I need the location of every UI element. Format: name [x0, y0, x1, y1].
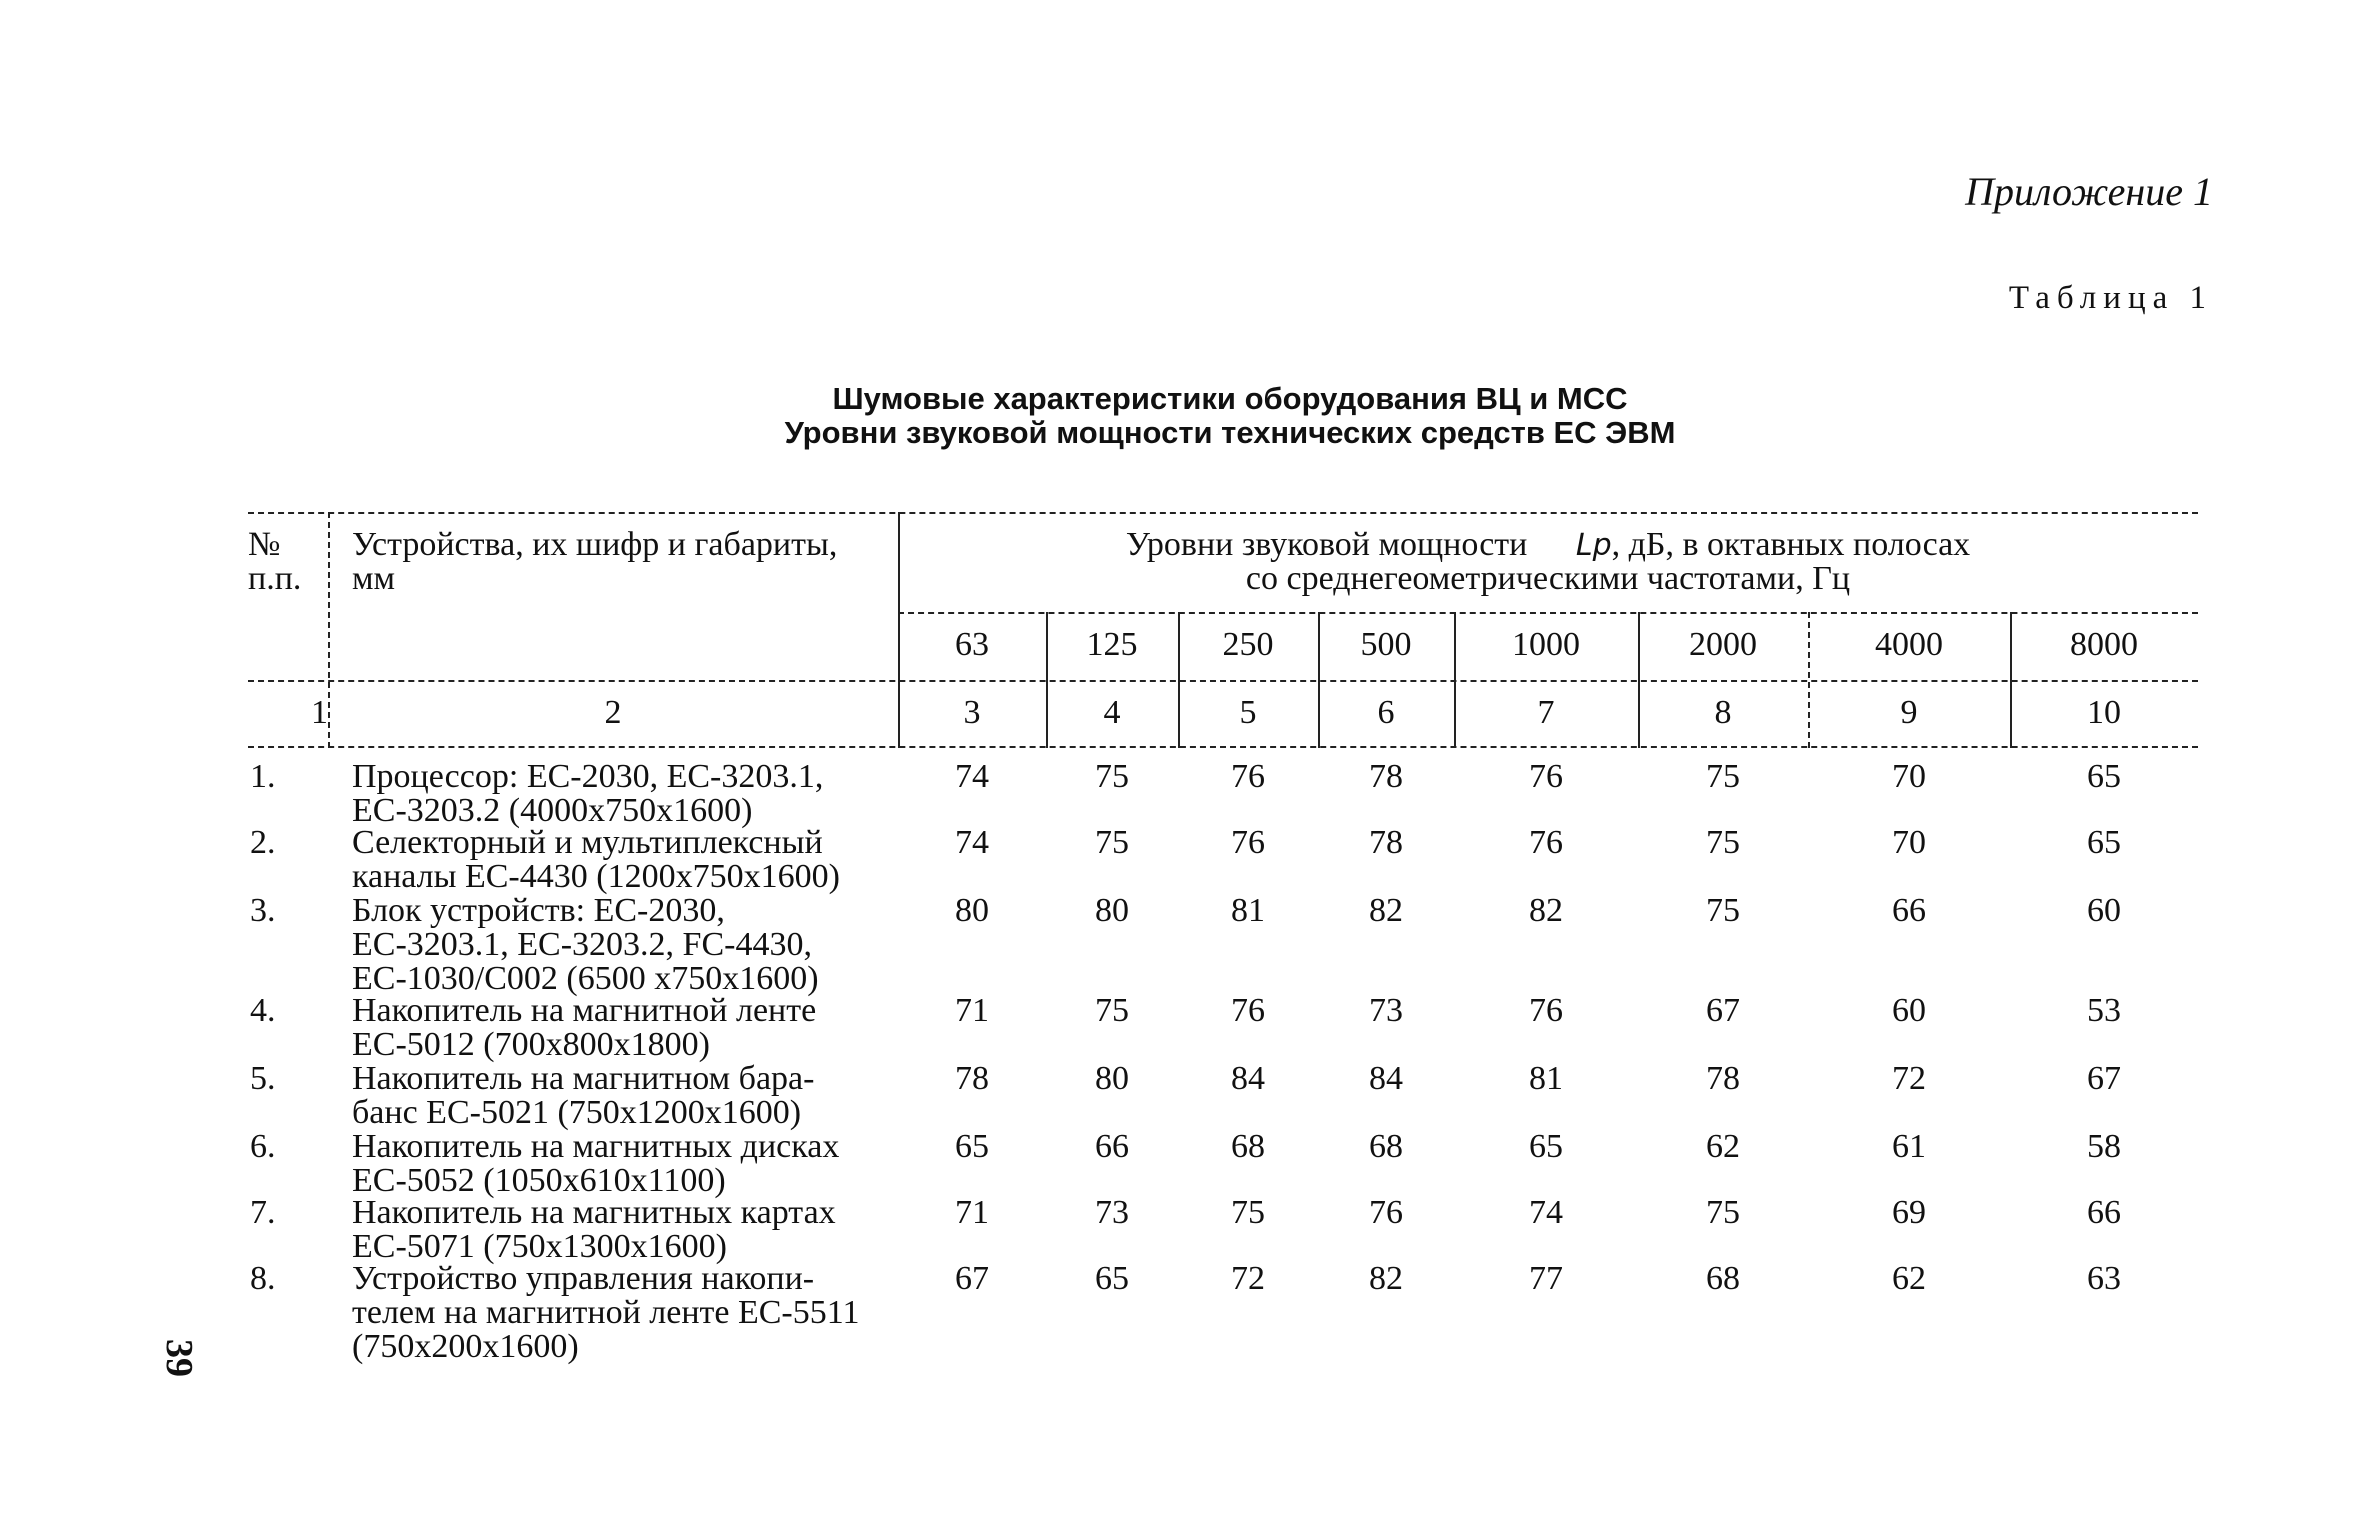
header-levels [898, 528, 2198, 563]
row-value-2000: 75 [1706, 824, 1740, 861]
row-value-500: 78 [1369, 824, 1403, 861]
row-value-63: 74 [955, 824, 989, 861]
row-number: 3. [250, 892, 276, 929]
row-value-250: 76 [1231, 758, 1265, 795]
colnum-8: 8 [1714, 694, 1732, 731]
freq-125: 125 [1086, 626, 1138, 663]
row-device: Накопитель на магнитных картах ЕС-5071 (750x1300x1600) [352, 1194, 836, 1265]
header-levels-symbol: Lp [1575, 528, 1612, 563]
row-value-63: 67 [955, 1260, 989, 1297]
colnum-6: 6 [1377, 694, 1395, 731]
row-value-8000: 65 [2087, 758, 2121, 795]
freq-63: 63 [955, 626, 989, 663]
row-value-500: 76 [1369, 1194, 1403, 1231]
rule-colnum-bottom [248, 746, 2198, 748]
row-value-250: 84 [1231, 1060, 1265, 1097]
noise-table [248, 508, 2198, 1388]
row-value-8000: 58 [2087, 1128, 2121, 1165]
rule-top [248, 512, 2198, 514]
colnum-5: 5 [1239, 694, 1257, 731]
row-value-4000: 60 [1892, 992, 1926, 1029]
row-value-4000: 70 [1892, 824, 1926, 861]
row-value-8000: 63 [2087, 1260, 2121, 1297]
rule-freq-top [898, 612, 2198, 614]
row-value-125: 75 [1095, 824, 1129, 861]
row-value-125: 80 [1095, 892, 1129, 929]
row-value-1000: 76 [1529, 758, 1563, 795]
appendix-label: Приложение 1 [1965, 169, 2213, 214]
row-number: 2. [250, 824, 276, 861]
row-value-2000: 75 [1706, 758, 1740, 795]
row-value-125: 80 [1095, 1060, 1129, 1097]
row-value-4000: 62 [1892, 1260, 1926, 1297]
row-value-250: 81 [1231, 892, 1265, 929]
row-value-4000: 70 [1892, 758, 1926, 795]
row-device: Устройство управления накопи- телем на магнитной ленте ЕС-5511 (750x200x1600) [352, 1260, 860, 1365]
row-value-8000: 67 [2087, 1060, 2121, 1097]
row-value-250: 76 [1231, 824, 1265, 861]
table-subtitle: Уровни звуковой мощности технических средств ЕС ЭВМ [784, 415, 1676, 450]
header-levels-line2: со среднегеометрическими частотами, Гц [1245, 560, 1851, 597]
row-value-8000: 60 [2087, 892, 2121, 929]
row-value-500: 84 [1369, 1060, 1403, 1097]
header-no: № п.п. [248, 526, 302, 597]
row-number: 7. [250, 1194, 276, 1231]
row-device: Накопитель на магнитных дисках ЕС-5052 (1050x610x1100) [352, 1128, 840, 1199]
freq-4000: 4000 [1875, 626, 1943, 663]
row-value-1000: 77 [1529, 1260, 1563, 1297]
freq-2000: 2000 [1689, 626, 1757, 663]
row-value-2000: 68 [1706, 1260, 1740, 1297]
row-value-500: 82 [1369, 892, 1403, 929]
row-value-4000: 69 [1892, 1194, 1926, 1231]
row-value-4000: 61 [1892, 1128, 1926, 1165]
row-device: Накопитель на магнитной ленте ЕС-5012 (700x800x1800) [352, 992, 817, 1063]
rule-header-bottom [248, 680, 2198, 682]
row-value-63: 71 [955, 1194, 989, 1231]
row-value-250: 72 [1231, 1260, 1265, 1297]
freq-500: 500 [1360, 626, 1412, 663]
table-title: Шумовые характеристики оборудования ВЦ и МСС [832, 381, 1628, 416]
row-value-1000: 76 [1529, 992, 1563, 1029]
row-value-1000: 74 [1529, 1194, 1563, 1231]
colnum-3: 3 [963, 694, 981, 731]
row-number: 1. [250, 758, 276, 795]
row-value-500: 78 [1369, 758, 1403, 795]
row-value-4000: 72 [1892, 1060, 1926, 1097]
header-levels-pre: Уровни звуковой мощности [1125, 526, 1528, 563]
row-value-1000: 76 [1529, 824, 1563, 861]
colnum-10: 10 [2087, 694, 2121, 731]
row-value-1000: 65 [1529, 1128, 1563, 1165]
row-number: 5. [250, 1060, 276, 1097]
row-value-500: 68 [1369, 1128, 1403, 1165]
row-value-125: 73 [1095, 1194, 1129, 1231]
row-value-2000: 75 [1706, 1194, 1740, 1231]
header-device: Устройства, их шифр и габариты, мм [352, 526, 838, 597]
colnum-4: 4 [1103, 694, 1121, 731]
row-number: 8. [250, 1260, 276, 1297]
row-value-500: 82 [1369, 1260, 1403, 1297]
row-value-2000: 62 [1706, 1128, 1740, 1165]
row-device: Блок устройств: ЕС-2030, ЕС-3203.1, ЕС-3203.2, FC-4430, ЕС-1030/С002 (6500 x750x1600) [352, 892, 819, 997]
row-value-125: 75 [1095, 992, 1129, 1029]
row-value-4000: 66 [1892, 892, 1926, 929]
row-value-8000: 66 [2087, 1194, 2121, 1231]
row-device: Селекторный и мультиплексный каналы ЕС-4430 (1200x750x1600) [352, 824, 840, 895]
row-value-8000: 53 [2087, 992, 2121, 1029]
row-value-8000: 65 [2087, 824, 2121, 861]
row-value-63: 74 [955, 758, 989, 795]
row-value-2000: 67 [1706, 992, 1740, 1029]
table-number: Таблица 1 [2008, 280, 2213, 316]
row-device: Процессор: ЕС-2030, ЕС-3203.1, ЕС-3203.2 (4000x750x1600) [352, 758, 824, 829]
row-value-125: 66 [1095, 1128, 1129, 1165]
row-device: Накопитель на магнитном бара- банс ЕС-5021 (750x1200x1600) [352, 1060, 815, 1131]
row-value-1000: 81 [1529, 1060, 1563, 1097]
row-value-250: 75 [1231, 1194, 1265, 1231]
row-value-500: 73 [1369, 992, 1403, 1029]
row-value-1000: 82 [1529, 892, 1563, 929]
freq-1000: 1000 [1512, 626, 1580, 663]
colnum-7: 7 [1537, 694, 1555, 731]
freq-8000: 8000 [2070, 626, 2138, 663]
freq-250: 250 [1222, 626, 1274, 663]
header-levels-post: , дБ, в октавных полосах [1611, 526, 1971, 563]
colnum-2: 2 [604, 694, 622, 731]
row-value-125: 75 [1095, 758, 1129, 795]
row-value-63: 71 [955, 992, 989, 1029]
row-value-2000: 78 [1706, 1060, 1740, 1097]
colnum-9: 9 [1900, 694, 1918, 731]
row-number: 6. [250, 1128, 276, 1165]
row-value-63: 65 [955, 1128, 989, 1165]
page-number: 39 [158, 1339, 200, 1377]
row-value-2000: 75 [1706, 892, 1740, 929]
row-value-63: 80 [955, 892, 989, 929]
colnum-1: 1 [311, 694, 328, 731]
row-value-63: 78 [955, 1060, 989, 1097]
row-value-250: 76 [1231, 992, 1265, 1029]
row-value-125: 65 [1095, 1260, 1129, 1297]
row-value-250: 68 [1231, 1128, 1265, 1165]
row-number: 4. [250, 992, 276, 1029]
